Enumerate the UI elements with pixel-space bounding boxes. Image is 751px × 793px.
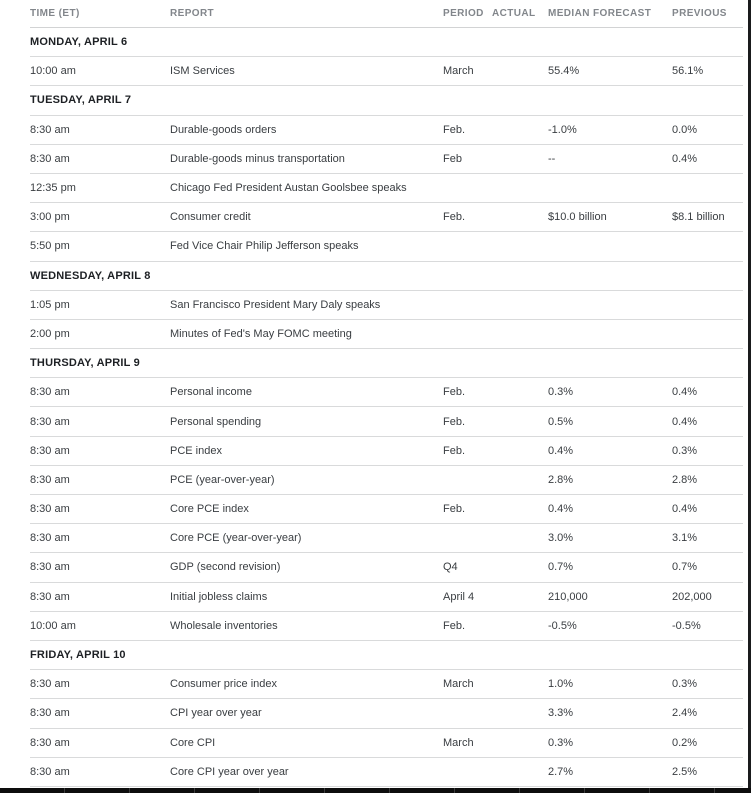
cell-previous: 3.1% — [672, 532, 698, 545]
table-row — [30, 291, 743, 320]
cell-time: 8:30 am — [30, 152, 70, 165]
cell-median-forecast: $10.0 billion — [548, 211, 607, 224]
cell-time: 8:30 am — [30, 503, 70, 516]
cell-previous: 0.0% — [672, 123, 698, 136]
day-section-row — [30, 28, 743, 57]
cell-period: Feb. — [443, 415, 466, 428]
cell-time: 8:30 am — [30, 532, 70, 545]
cell-median-forecast: 0.4% — [548, 444, 574, 457]
cell-period: March — [443, 65, 474, 78]
cell-time: 5:50 pm — [30, 240, 70, 253]
cell-previous: 202,000 — [672, 590, 712, 603]
day-section-row — [30, 641, 743, 670]
cell-period: Feb. — [443, 386, 466, 399]
cell-previous: 2.8% — [672, 473, 698, 486]
column-header-actual: ACTUAL — [492, 8, 536, 19]
table-row — [30, 145, 743, 174]
cell-median-forecast: 0.5% — [548, 415, 574, 428]
cell-report: Consumer credit — [170, 211, 251, 224]
cell-previous: $8.1 billion — [672, 211, 725, 224]
cell-previous: 0.2% — [672, 736, 698, 749]
day-label: MONDAY, APRIL 6 — [30, 36, 128, 49]
cell-time: 8:30 am — [30, 386, 70, 399]
cell-report: GDP (second revision) — [170, 561, 281, 574]
cell-report: CPI year over year — [170, 707, 262, 720]
cell-median-forecast: -1.0% — [548, 123, 577, 136]
table-row — [30, 466, 743, 495]
cell-time: 10:00 am — [30, 65, 76, 78]
cell-period: Q4 — [443, 561, 458, 574]
cell-report: Core CPI year over year — [170, 765, 289, 778]
cell-period: Feb. — [443, 123, 466, 136]
column-header-time: TIME (ET) — [30, 8, 80, 19]
cell-period: Feb. — [443, 619, 466, 632]
cell-report: Minutes of Fed's May FOMC meeting — [170, 327, 352, 340]
cell-median-forecast: 0.7% — [548, 561, 574, 574]
table-row — [30, 203, 743, 232]
day-section-row — [30, 262, 743, 291]
cell-time: 8:30 am — [30, 561, 70, 574]
economic-calendar-table — [30, 0, 743, 787]
cell-previous: 2.5% — [672, 765, 698, 778]
cell-period: Feb. — [443, 503, 466, 516]
cell-report: Chicago Fed President Austan Goolsbee speaks — [170, 182, 407, 195]
column-header-report: REPORT — [170, 8, 215, 19]
table-row — [30, 583, 743, 612]
column-header-previous: PREVIOUS — [672, 8, 727, 19]
cell-median-forecast: 0.4% — [548, 503, 574, 516]
cell-report: PCE (year-over-year) — [170, 473, 275, 486]
cell-period: Feb. — [443, 211, 466, 224]
cell-report: Durable-goods minus transportation — [170, 152, 345, 165]
table-row — [30, 116, 743, 145]
table-row — [30, 524, 743, 553]
day-section-row — [30, 86, 743, 115]
table-row — [30, 699, 743, 728]
cell-previous: 0.4% — [672, 152, 698, 165]
cell-time: 8:30 am — [30, 415, 70, 428]
cell-report: Personal income — [170, 386, 252, 399]
table-row — [30, 57, 743, 86]
cell-report: Core CPI — [170, 736, 216, 749]
cell-median-forecast: 55.4% — [548, 65, 580, 78]
cell-median-forecast: 2.7% — [548, 765, 574, 778]
cell-median-forecast: -0.5% — [548, 619, 577, 632]
cell-time: 10:00 am — [30, 619, 76, 632]
cell-median-forecast: 2.8% — [548, 473, 574, 486]
cell-report: Durable-goods orders — [170, 123, 277, 136]
cell-previous: 0.7% — [672, 561, 698, 574]
cell-report: Wholesale inventories — [170, 619, 278, 632]
cell-time: 8:30 am — [30, 123, 70, 136]
cell-report: Personal spending — [170, 415, 262, 428]
day-label: WEDNESDAY, APRIL 8 — [30, 269, 151, 282]
table-row — [30, 174, 743, 203]
table-header-row — [30, 0, 743, 28]
cell-time: 8:30 am — [30, 678, 70, 691]
cell-time: 1:05 pm — [30, 298, 70, 311]
cell-period: March — [443, 736, 474, 749]
cell-period: April 4 — [443, 590, 475, 603]
cell-median-forecast: 3.0% — [548, 532, 574, 545]
cell-time: 8:30 am — [30, 765, 70, 778]
cell-report: Initial jobless claims — [170, 590, 268, 603]
day-label: THURSDAY, APRIL 9 — [30, 357, 140, 370]
cell-time: 3:00 pm — [30, 211, 70, 224]
table-row — [30, 378, 743, 407]
cell-period: Feb. — [443, 444, 466, 457]
cell-report: ISM Services — [170, 65, 235, 78]
cell-previous: 0.3% — [672, 444, 698, 457]
column-header-period: PERIOD — [443, 8, 484, 19]
cell-median-forecast: 210,000 — [548, 590, 588, 603]
cell-previous: 56.1% — [672, 65, 704, 78]
cell-median-forecast: 0.3% — [548, 386, 574, 399]
window-bottom-edge — [0, 788, 751, 793]
table-row — [30, 553, 743, 582]
cell-previous: -0.5% — [672, 619, 701, 632]
cell-report: PCE index — [170, 444, 222, 457]
cell-time: 8:30 am — [30, 473, 70, 486]
day-label: FRIDAY, APRIL 10 — [30, 649, 126, 662]
table-body — [30, 28, 743, 787]
day-section-row — [30, 349, 743, 378]
cell-previous: 2.4% — [672, 707, 698, 720]
cell-report: San Francisco President Mary Daly speaks — [170, 298, 381, 311]
cell-median-forecast: -- — [548, 152, 556, 165]
cell-time: 8:30 am — [30, 590, 70, 603]
cell-time: 12:35 pm — [30, 182, 76, 195]
table-row — [30, 758, 743, 787]
table-row — [30, 612, 743, 641]
cell-time: 2:00 pm — [30, 327, 70, 340]
cell-median-forecast: 1.0% — [548, 678, 574, 691]
cell-time: 8:30 am — [30, 444, 70, 457]
table-row — [30, 232, 743, 261]
cell-time: 8:30 am — [30, 707, 70, 720]
cell-previous: 0.4% — [672, 503, 698, 516]
cell-time: 8:30 am — [30, 736, 70, 749]
cell-previous: 0.4% — [672, 415, 698, 428]
table-row — [30, 437, 743, 466]
cell-report: Core PCE index — [170, 503, 249, 516]
cell-report: Fed Vice Chair Philip Jefferson speaks — [170, 240, 359, 253]
cell-previous: 0.3% — [672, 678, 698, 691]
table-row — [30, 495, 743, 524]
table-row — [30, 729, 743, 758]
cell-period: March — [443, 678, 474, 691]
cell-period: Feb — [443, 152, 462, 165]
day-label: TUESDAY, APRIL 7 — [30, 94, 132, 107]
table-row — [30, 320, 743, 349]
cell-report: Consumer price index — [170, 678, 277, 691]
cell-previous: 0.4% — [672, 386, 698, 399]
cell-median-forecast: 3.3% — [548, 707, 574, 720]
table-row — [30, 407, 743, 436]
table-row — [30, 670, 743, 699]
cell-report: Core PCE (year-over-year) — [170, 532, 302, 545]
column-header-median-forecast: MEDIAN FORECAST — [548, 8, 652, 19]
cell-median-forecast: 0.3% — [548, 736, 574, 749]
